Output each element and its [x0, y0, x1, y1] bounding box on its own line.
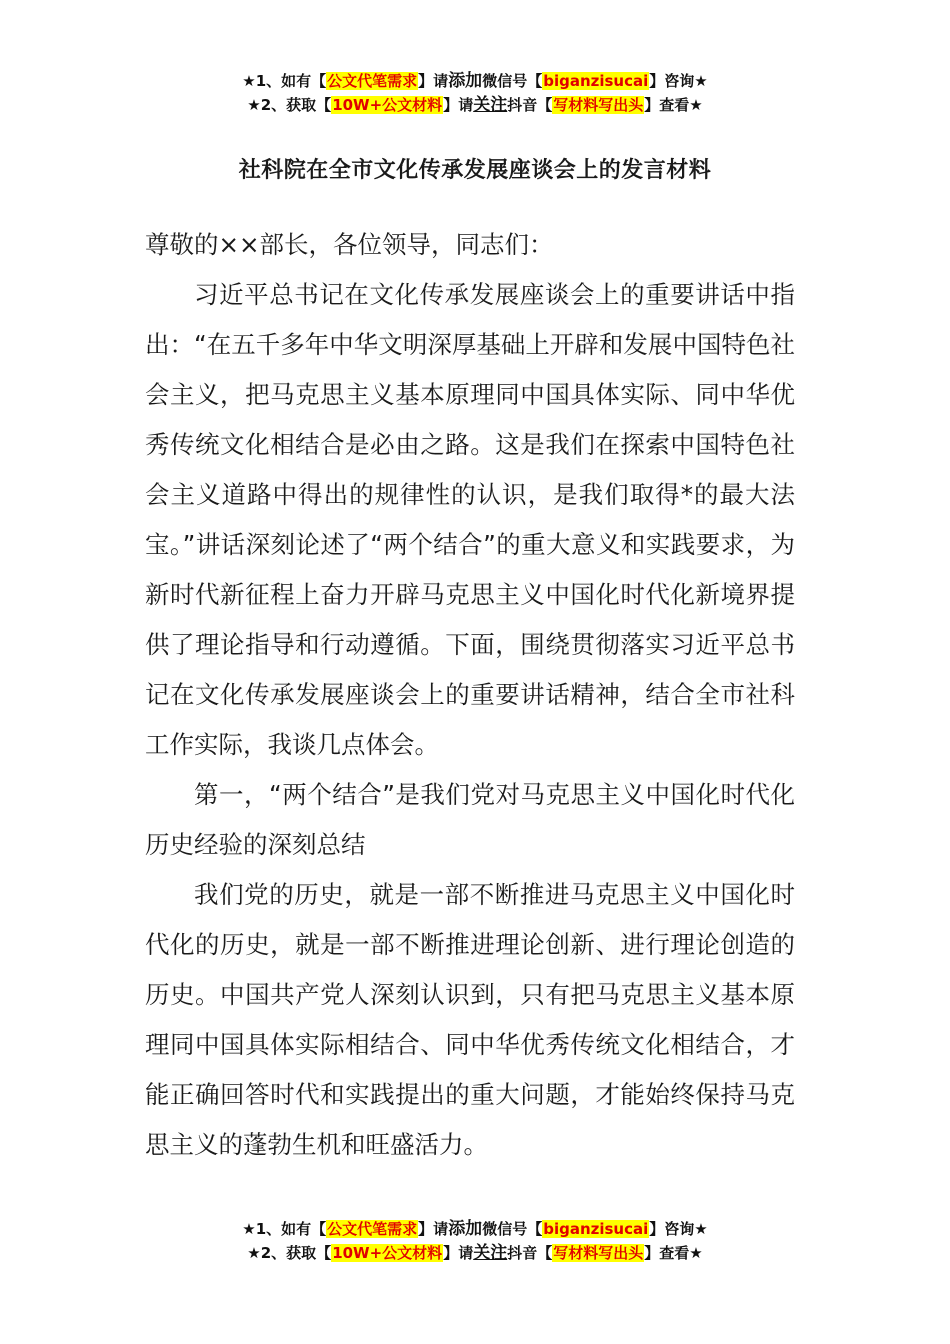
promo-text: 抖音【 [507, 1244, 553, 1262]
promo-highlight: 10W+公文材料 [332, 96, 443, 114]
promo-emphasis: 添加 [448, 1219, 483, 1239]
section-heading: 第一，“两个结合”是我们党对马克思主义中国化时代化历史经验的深刻总结 [145, 780, 795, 859]
promo-text: 】请 [418, 1220, 449, 1238]
promo-text: 】请 [443, 96, 474, 114]
document-title: 社科院在全市文化传承发展座谈会上的发言材料 [238, 158, 712, 183]
promo-banner-bottom [0, 1217, 950, 1265]
promo-highlight: 公文代笔需求 [327, 1220, 418, 1238]
promo-text: 微信号【 [482, 1220, 543, 1238]
document-body [145, 220, 795, 1170]
body-paragraph: 我们党的历史，就是一部不断推进马克思主义中国化时代化的历史，就是一部不断推进理论创新、进行理论创造的历史。中国共产党人深刻认识到，只有把马克思主义基本原理同中国具体实际相结合、同中华优秀传统文化相结合，才能正确回答时代和实践提出的重大问题，才能始终保持马克思主义的蓬勃生机和旺盛活力。 [145, 880, 795, 1159]
promo-highlight: biganzisucai [543, 72, 649, 90]
promo-highlight: biganzisucai [543, 1220, 649, 1238]
promo-text: 】查看★ [644, 96, 703, 114]
promo-text: 】请 [418, 72, 449, 90]
promo-highlight: 10W+公文材料 [332, 1244, 443, 1262]
promo-text: 】咨询★ [649, 1220, 708, 1238]
salutation: 尊敬的××部长，各位领导，同志们： [145, 230, 554, 259]
promo-highlight: 写材料写出头 [553, 1244, 644, 1262]
promo-text: 】请 [443, 1244, 474, 1262]
promo-emphasis: 关注 [473, 95, 508, 115]
promo-text: 】查看★ [644, 1244, 703, 1262]
body-paragraph: 习近平总书记在文化传承发展座谈会上的重要讲话中指出：“在五千多年中华文明深厚基础上开辟和发展中国特色社会主义，把马克思主义基本原理同中国具体实际、同中华优秀传统文化相结合是必由之路。这是我们在探索中国特色社会主义道路中得出的规律性的认识，是我们取得*的最大法宝。”讲话深刻论述了“两个结合”的重大意义和实践要求，为新时代新征程上奋力开辟马克思主义中国化时代化新境界提供了理论指导和行动遵循。下面，围绕贯彻落实习近平总书记在文化传承发展座谈会上的重要讲话精神，结合全市社科工作实际，我谈几点体会。 [145, 280, 795, 759]
promo-line-2 [0, 93, 950, 117]
promo-text: ★1、如有【 [242, 1220, 327, 1238]
promo-emphasis: 关注 [473, 1243, 508, 1263]
promo-banner-top [0, 69, 950, 117]
promo-text: ★1、如有【 [242, 72, 327, 90]
promo-text: ★2、获取【 [247, 96, 332, 114]
promo-line-1 [0, 1217, 950, 1241]
promo-text: 微信号【 [482, 72, 543, 90]
promo-text: ★2、获取【 [247, 1244, 332, 1262]
promo-highlight: 公文代笔需求 [327, 72, 418, 90]
promo-text: 抖音【 [507, 96, 553, 114]
promo-line-2 [0, 1241, 950, 1265]
promo-highlight: 写材料写出头 [553, 96, 644, 114]
promo-text: 】咨询★ [649, 72, 708, 90]
promo-line-1 [0, 69, 950, 93]
promo-emphasis: 添加 [448, 71, 483, 91]
